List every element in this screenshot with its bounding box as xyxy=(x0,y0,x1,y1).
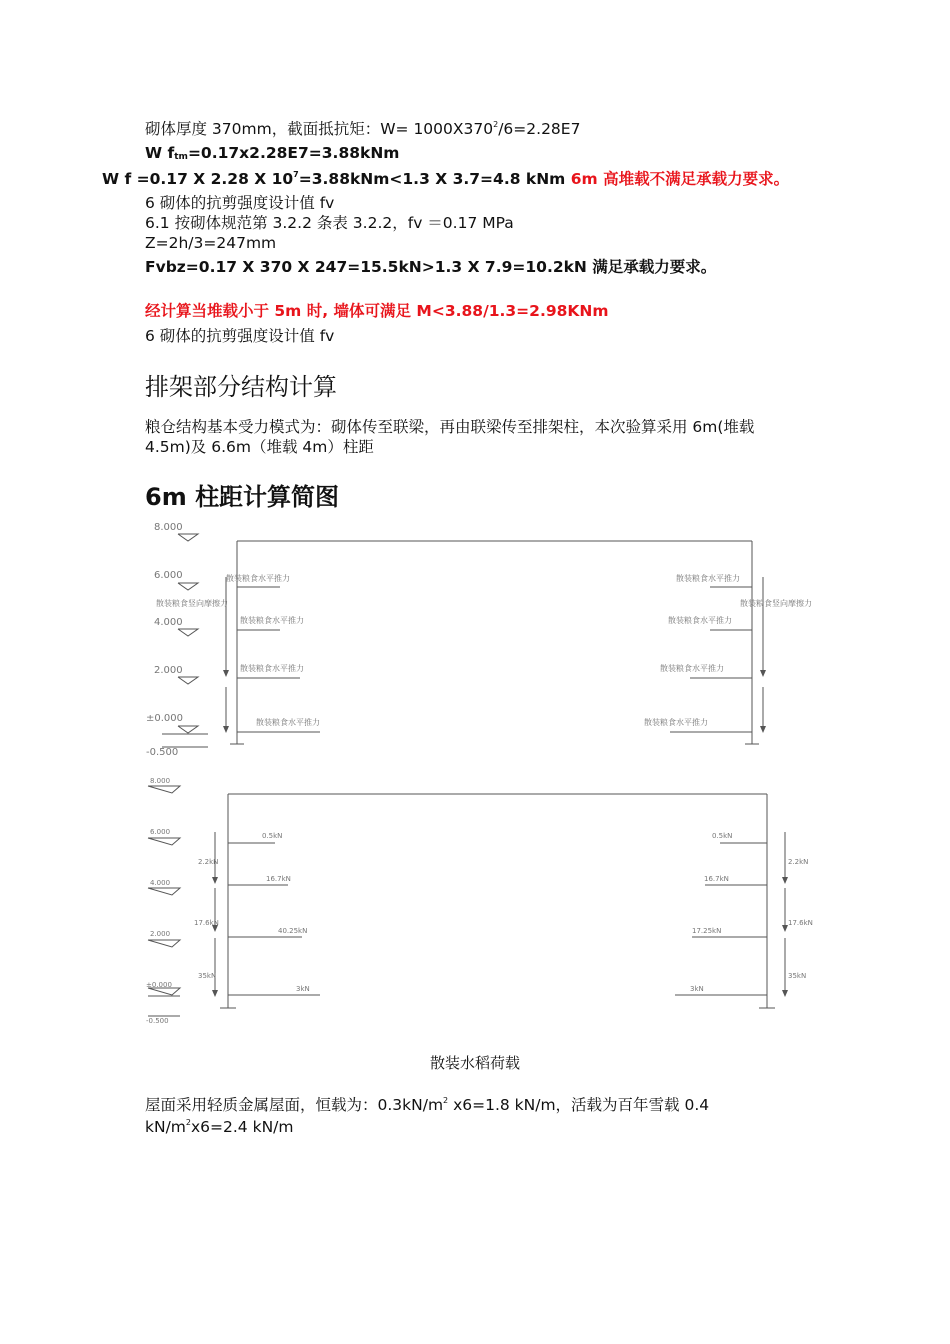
paragraph-line-2: 4.5m)及 6.6m（堆载 4m）柱距 xyxy=(145,438,374,456)
load-label: 散装粮食水平推力 xyxy=(660,664,724,673)
load-label: 散装粮食竖向摩擦力 xyxy=(156,599,228,608)
frame-diagram-2 xyxy=(140,770,820,1028)
load-value: 2.2kN xyxy=(788,858,809,866)
section-heading: 排架部分结构计算 xyxy=(145,373,337,401)
elevation-label: -0.500 xyxy=(146,747,179,758)
figure-caption: 散装水稻荷载 xyxy=(429,1054,520,1072)
load-value: 35kN xyxy=(198,972,217,980)
elevation-label: ±0.000 xyxy=(146,981,172,989)
elevation-label: 8.000 xyxy=(154,522,183,533)
text-line-shear-title: 6 砌体的抗剪强度设计值 fv xyxy=(145,194,335,212)
text-line-moment-capacity: W $f_{tm}=0.17x2.28E7=3.88kNm$ xyxy=(145,144,400,162)
load-value: 17.25kN xyxy=(692,927,722,935)
paragraph-roof-1: 屋面采用轻质金属屋面，恒载为：$0.3kN/m^2$ x6=1.8 kN/m，活载为百年雪载 0.4 xyxy=(145,1096,710,1114)
text-line-shear-check: Fvbz=0.17 X 370 X 247=15.5kN>1.3 X 7.9=10.2kN 满足承载力要求。 xyxy=(145,258,717,276)
elevation-label: 6.000 xyxy=(154,570,183,581)
text-line-z: Z=2h/3=247mm xyxy=(145,234,277,252)
load-label: 散装粮食水平推力 xyxy=(668,616,732,625)
text-line-shear-title-repeat: 6 砌体的抗剪强度设计值 fv xyxy=(145,327,335,345)
load-value: 3kN xyxy=(296,985,310,993)
paragraph-roof-2: $kN/m^2x6=2.4$ kN/m xyxy=(145,1118,294,1136)
load-value: 17.6kN xyxy=(788,919,813,927)
load-value: 40.25kN xyxy=(278,927,308,935)
elevation-label: 4.000 xyxy=(150,879,171,887)
load-value: 2.2kN xyxy=(198,858,219,866)
frame-diagram-1 xyxy=(140,515,820,760)
load-label: 散装粮食水平推力 xyxy=(240,664,304,673)
load-value: 0.5kN xyxy=(712,832,733,840)
elevation-label: 2.000 xyxy=(150,930,171,938)
load-value: 35kN xyxy=(788,972,807,980)
load-label: 散装粮食水平推力 xyxy=(240,616,304,625)
elevation-label: 4.000 xyxy=(154,617,183,628)
text-line-code-ref: 6.1 按砌体规范第 3.2.2 条表 3.2.2，fv ＝0.17 MPa xyxy=(145,214,514,232)
load-value: 17.6kN xyxy=(194,919,219,927)
elevation-label: 6.000 xyxy=(150,828,171,836)
elevation-label: 8.000 xyxy=(150,777,171,785)
elevation-label: ±0.000 xyxy=(146,713,184,724)
text-line-conclusion: 经计算当堆载小于 5m 时, 墙体可满足 M<3.88/1.3=2.98KNm xyxy=(145,302,609,320)
load-label: 散装粮食水平推力 xyxy=(256,718,320,727)
load-label: 散装粮食水平推力 xyxy=(644,718,708,727)
elevation-label: -0.500 xyxy=(146,1017,169,1025)
elevation-label: 2.000 xyxy=(154,665,183,676)
load-value: 3kN xyxy=(690,985,704,993)
load-label: 散装粮食水平推力 xyxy=(226,574,290,583)
load-value: 16.7kN xyxy=(704,875,729,883)
text-line-section-modulus: 砌体厚度 370mm，截面抵抗矩：$W= 1000X370^2/6=2.28E7$ xyxy=(145,120,581,138)
load-value: 0.5kN xyxy=(262,832,283,840)
subsection-heading: 6m 柱距计算简图 xyxy=(145,483,340,511)
load-label: 散装粮食水平推力 xyxy=(676,574,740,583)
paragraph-line-1: 粮仓结构基本受力模式为：砌体传至联梁，再由联梁传至排架柱，本次验算采用 6m(堆载 xyxy=(145,418,755,436)
load-label: 散装粮食竖向摩擦力 xyxy=(740,599,812,608)
text-line-check-result: W f =0.17 X 2.28 X $10^7=3.88kNm<1.3$ X 3.7=4.8 kNm 6m 高堆载不满足承载力要求。 xyxy=(102,170,790,188)
load-value: 16.7kN xyxy=(266,875,291,883)
